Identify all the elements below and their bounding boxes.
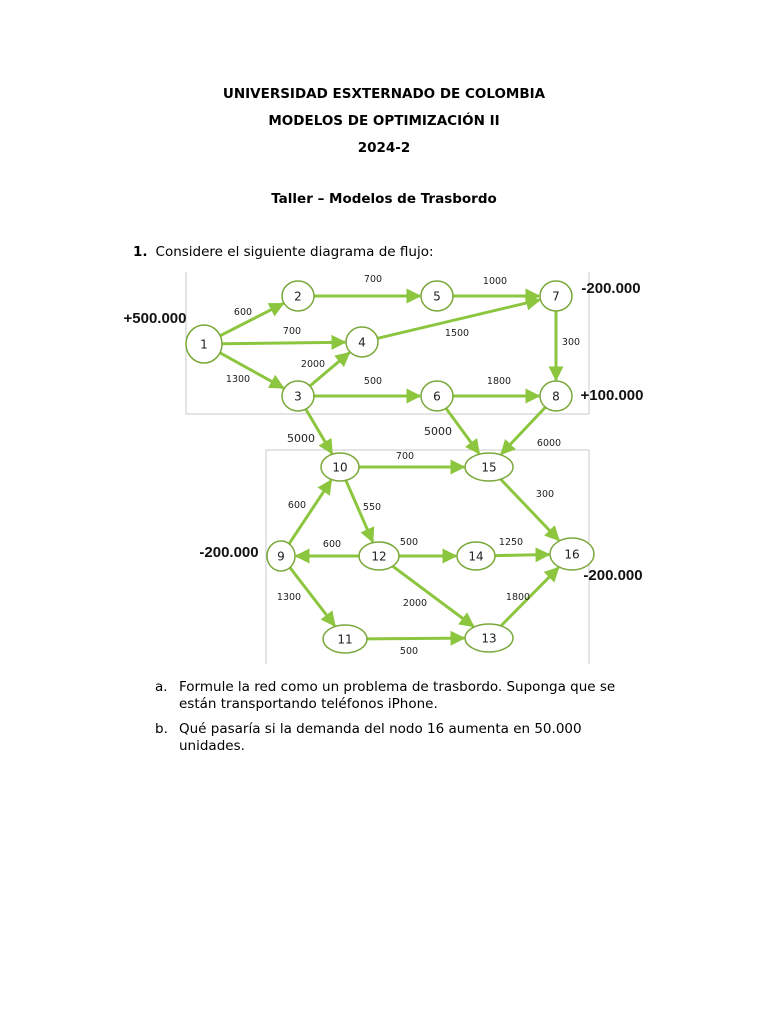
node-label: 6 bbox=[433, 389, 441, 404]
edge-9-10 bbox=[289, 480, 331, 543]
edge-cost-label: 500 bbox=[399, 646, 419, 657]
edge-cost-label: 300 bbox=[535, 489, 555, 500]
node-8 bbox=[540, 381, 572, 411]
edge-12-13 bbox=[393, 566, 474, 626]
node-label: 16 bbox=[564, 547, 580, 562]
node-label: 3 bbox=[294, 389, 302, 404]
node-label: 14 bbox=[468, 549, 484, 564]
item-a bbox=[155, 679, 655, 713]
node-4 bbox=[346, 327, 378, 357]
edge-cost-label: 600 bbox=[322, 539, 342, 550]
edge-cost-label: 1800 bbox=[505, 592, 531, 603]
node-11 bbox=[323, 625, 367, 653]
node-label: 15 bbox=[481, 460, 497, 475]
edge-cost-label: 700 bbox=[395, 451, 415, 462]
node-7 bbox=[540, 281, 572, 311]
node-2 bbox=[282, 281, 314, 311]
item-b bbox=[155, 721, 655, 755]
node-label: 2 bbox=[294, 289, 302, 304]
supply-label-node-8: +100.000 bbox=[580, 387, 644, 404]
node-label: 7 bbox=[552, 289, 560, 304]
edge-cost-label: 1300 bbox=[225, 374, 251, 385]
supply-label-node-16: -200.000 bbox=[583, 567, 643, 584]
node-label: 9 bbox=[277, 549, 285, 564]
edge-cost-label: 2000 bbox=[300, 359, 326, 370]
node-14 bbox=[457, 542, 495, 570]
node-label: 4 bbox=[358, 335, 366, 350]
edge-cost-label: 5000 bbox=[287, 432, 315, 445]
edge-cost-label: 550 bbox=[362, 502, 382, 513]
edge-1-4 bbox=[222, 342, 345, 344]
edge-cost-label: 1800 bbox=[486, 376, 512, 387]
edge-cost-label: 1000 bbox=[482, 276, 508, 287]
node-label: 11 bbox=[337, 632, 353, 647]
period-label: 2024-2 bbox=[357, 140, 411, 156]
university-title: UNIVERSIDAD ESXTERNADO DE COLOMBIA bbox=[222, 86, 546, 102]
node-6 bbox=[421, 381, 453, 411]
supply-label-node-9: -200.000 bbox=[199, 544, 259, 561]
edge-cost-label: 6000 bbox=[536, 438, 562, 449]
node-9 bbox=[267, 541, 295, 571]
supply-label-node-1: +500.000 bbox=[123, 310, 187, 327]
node-label: 5 bbox=[433, 289, 441, 304]
edge-cost-label: 1250 bbox=[498, 537, 524, 548]
node-label: 8 bbox=[552, 389, 560, 404]
edge-cost-label: 5000 bbox=[424, 425, 452, 438]
edge-cost-label: 500 bbox=[399, 537, 419, 548]
node-12 bbox=[359, 542, 399, 570]
edge-cost-label: 1500 bbox=[444, 328, 470, 339]
item-text: Qué pasaría si la demanda del nodo 16 aumenta en 50.000 unidades. bbox=[179, 721, 582, 754]
edge-cost-label: 2000 bbox=[402, 598, 428, 609]
node-3 bbox=[282, 381, 314, 411]
edge-cost-label: 700 bbox=[282, 326, 302, 337]
item-letter: b. bbox=[155, 721, 168, 737]
question-text: Considere el siguiente diagrama de flujo: bbox=[155, 244, 434, 260]
edge-cost-label: 500 bbox=[363, 376, 383, 387]
course-title: MODELOS DE OPTIMIZACIÓN II bbox=[268, 113, 500, 129]
node-5 bbox=[421, 281, 453, 311]
node-label: 1 bbox=[200, 337, 208, 352]
node-label: 12 bbox=[371, 549, 387, 564]
edge-cost-label: 1300 bbox=[276, 592, 302, 603]
item-letter: a. bbox=[155, 679, 168, 695]
workshop-title: Taller – Modelos de Trasbordo bbox=[271, 191, 497, 207]
supply-label-node-7: -200.000 bbox=[581, 280, 641, 297]
node-13 bbox=[465, 624, 513, 652]
node-16 bbox=[550, 538, 594, 570]
edge-cost-label: 300 bbox=[561, 337, 581, 348]
edge-11-13 bbox=[367, 638, 464, 639]
node-15 bbox=[465, 453, 513, 481]
node-label: 10 bbox=[332, 460, 348, 475]
node-label: 13 bbox=[481, 631, 497, 646]
node-1 bbox=[186, 325, 222, 363]
edge-14-16 bbox=[495, 554, 549, 555]
node-10 bbox=[321, 453, 359, 481]
item-text: Formule la red como un problema de trasbordo. Suponga que se están transportando teléfonos iPhone. bbox=[179, 679, 616, 712]
question-number: 1. bbox=[133, 244, 148, 260]
edge-cost-label: 600 bbox=[233, 307, 253, 318]
edge-cost-label: 600 bbox=[287, 500, 307, 511]
edge-cost-label: 700 bbox=[363, 274, 383, 285]
